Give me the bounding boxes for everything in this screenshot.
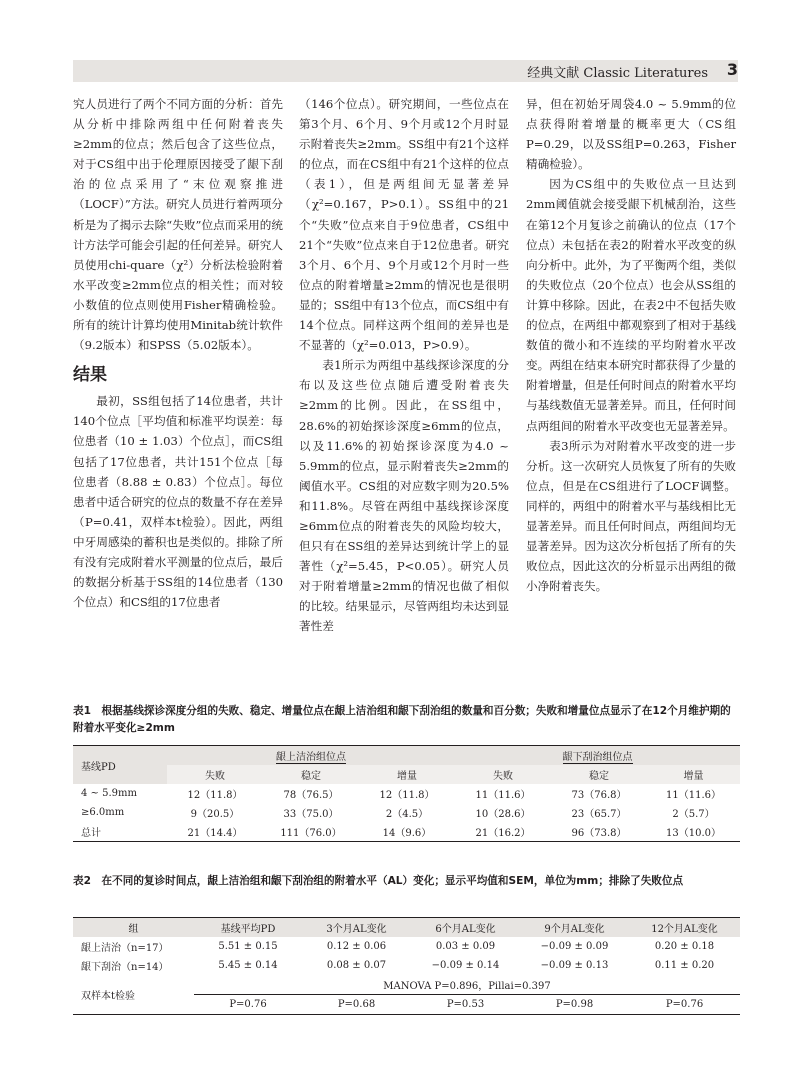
table1-caption: 表1 根据基线探诊深度分组的失败、稳定、增量位点在龈上洁治组和龈下刮治组的数量和百分数；失败和增量位点显示了在12个月维护期的附着水平变化≥2mm — [73, 705, 731, 734]
table1-subheader: 增量 — [359, 765, 455, 784]
table1-group-subgingival: 龈下刮治组位点 — [455, 746, 740, 766]
section-heading-results: 结果 — [73, 365, 107, 386]
text-column-2 — [299, 94, 509, 637]
table2-header: 基线平均PD — [194, 918, 302, 938]
table-row: P=0.76 P=0.68 P=0.53 P=0.98 P=0.76 — [73, 995, 740, 1015]
page-number: 3 — [726, 60, 738, 79]
table2-caption: 表2 在不同的复诊时间点，龈上洁治组和龈下刮治组的附着水平（AL）变化；显示平均值和SEM，单位为mm；排除了失败位点 — [73, 875, 684, 887]
paragraph: 最初，SS组包括了14位患者，共计140个位点［平均值和标准平均误差：每位患者（10 ± 1.03）个位点］，而CS组包括了17位患者，共计151个位点［每位患者（8.88 ± 0.83）个位点］。每位患者中适合研究的位点的数量不存在差异（P=0.41，双样本t检验）。因此，两组中牙周感染的蓄积也是类似的。排除了所有没有完成附着水平测量的位点后，最后的数据分析基于SS组的14位患者（130个位点）和CS组的17位患者 — [73, 394, 283, 610]
table2-test-label: 双样本t检验 — [73, 975, 194, 1015]
paragraph: 表3所示为对附着水平改变的进一步分析。这一次研究人员恢复了所有的失败位点，但是在CS组进行了LOCF调整。同样的，两组中的附着水平与基线相比无显著差异。而且任何时间点，两组间均无显著差异。因为这次分析包括了所有的失败位点，因此这次的分析显示出两组的微小净附着丧失。 — [526, 438, 736, 594]
table2 — [73, 917, 740, 1015]
table1-subheader: 失败 — [455, 765, 551, 784]
text-column-3 — [526, 94, 736, 596]
paragraph: （146个位点）。研究期间，一些位点在第3个月、6个月、9个月或12个月时显示附着丧失≥2mm。SS组中有21个这样的位点，而在CS组中有21个这样的位点（表1），但是两组间无显著差异（χ²=0.167，P>0.1）。SS组中的21个“失败”位点来自于9位患者，CS组中21个“失败”位点来自于12位患者。研究3个月、6个月、9个月或12个月时一些位点的附着增量≥2mm的情况也是很明显的；SS组中有13个位点，而CS组中有14个位点。同样这两个组间的差异也是不显著的（χ²=0.013，P>0.9）。 — [299, 97, 509, 353]
text-column-1 — [73, 94, 283, 612]
running-header — [73, 60, 738, 82]
table1 — [73, 745, 740, 842]
paragraph: 表1所示为两组中基线探诊深度的分布以及这些位点随后遭受附着丧失≥2mm的比例。因此，在SS组中，28.6%的初始探诊深度≥6mm的位点，以及11.6%的初始探诊深度为4.0 ~ 5.9mm的位点，显示附着丧失≥2mm的阈值水平。CS组的对应数字则为20.5%和11.8%。尽管在两组中基线探诊深度≥6mm位点的附着丧失的风险均较大，但只有在SS组的差异达到统计学上的显著性（χ²=5.45，P<0.05）。研究人员对于附着增量≥2mm的情况也做了相似的比较。结果显示，尽管两组均未达到显著性差 — [299, 358, 509, 634]
table-row: 总计 21（14.4） 111（76.0） 14（9.6） 21（16.2） 96（73.8） 13（10.0） — [73, 822, 740, 842]
table2-header: 9个月AL变化 — [520, 918, 629, 938]
paragraph: 异，但在初始牙周袋4.0 ~ 5.9mm的位点获得附着增量的概率更大（CS组P=0.29，以及SS组P=0.263，Fisher精确检验）。 — [526, 97, 736, 172]
section-title: 经典文献 Classic Literatures — [527, 66, 708, 81]
table2-header: 3个月AL变化 — [302, 918, 411, 938]
table1-row-header: 基线PD — [73, 746, 167, 785]
table2-header: 组 — [73, 918, 194, 938]
table1-subheader: 稳定 — [551, 765, 647, 784]
table2-manova: MANOVA P=0.896，Pillai=0.397 — [194, 975, 740, 995]
table1-group-supragingival: 龈上洁治组位点 — [167, 746, 455, 766]
paragraph: 因为CS组中的失败位点一旦达到2mm阈值就会接受龈下机械刮治，这些在第12个月复诊之前确认的位点（17个位点）未包括在表2的附着水平改变的纵向分析中。此外，为了平衡两个组，类似的失败位点（20个位点）也会从SS组的计算中移除。因此，在表2中不包括失败的位点，在两组中都观察到了相对于基线数值的微小和不连续的平均附着水平改变。两组在结束本研究时都获得了少量的附着增量，但是任何时间点的附着水平均与基线数值无显著差异。而且，任何时间点两组间的附着水平改变也无显著差异。 — [526, 177, 736, 433]
table1-subheader: 增量 — [647, 765, 740, 784]
table1-subheader: 失败 — [167, 765, 263, 784]
table-row: 4 ~ 5.9mm 12（11.8） 78（76.5） 12（11.8） 11（11.6） 73（76.8） 11（11.6） — [81, 788, 721, 801]
table1-subheader: 稳定 — [263, 765, 359, 784]
table2-header: 12个月AL变化 — [629, 918, 740, 938]
table-row: ≥6.0mm 9（20.5） 33（75.0） 2（4.5） 10（28.6） 23（65.7） 2（5.7） — [81, 807, 715, 820]
table2-header: 6个月AL变化 — [411, 918, 520, 938]
paragraph: 究人员进行了两个不同方面的分析：首先从分析中排除两组中任何附着丧失≥2mm的位点；然后包含了这些位点，对于CS组中出于伦理原因接受了龈下刮治的位点采用了“末位观察推进（LOCF）”方法。研究人员进行着两项分析是为了揭示去除“失败”位点而采用的统计方法学可能会引起的任何差异。研究人员使用chi-quare（χ²）分析法检验附着水平改变≥2mm位点的相关性；而对较小数值的位点则使用Fisher精确检验。所有的统计计算均使用Minitab统计软件（9.2版本）和SPSS（5.02版本）。 — [73, 97, 283, 353]
table-row: 龈上洁治（n=17） 5.51 ± 0.15 0.12 ± 0.06 0.03 ± 0.09 −0.09 ± 0.09 0.20 ± 0.18 — [81, 941, 715, 954]
table-row: 龈下刮治（n=14） 5.45 ± 0.14 0.08 ± 0.07 −0.09 ± 0.14 −0.09 ± 0.13 0.11 ± 0.20 — [81, 960, 715, 973]
